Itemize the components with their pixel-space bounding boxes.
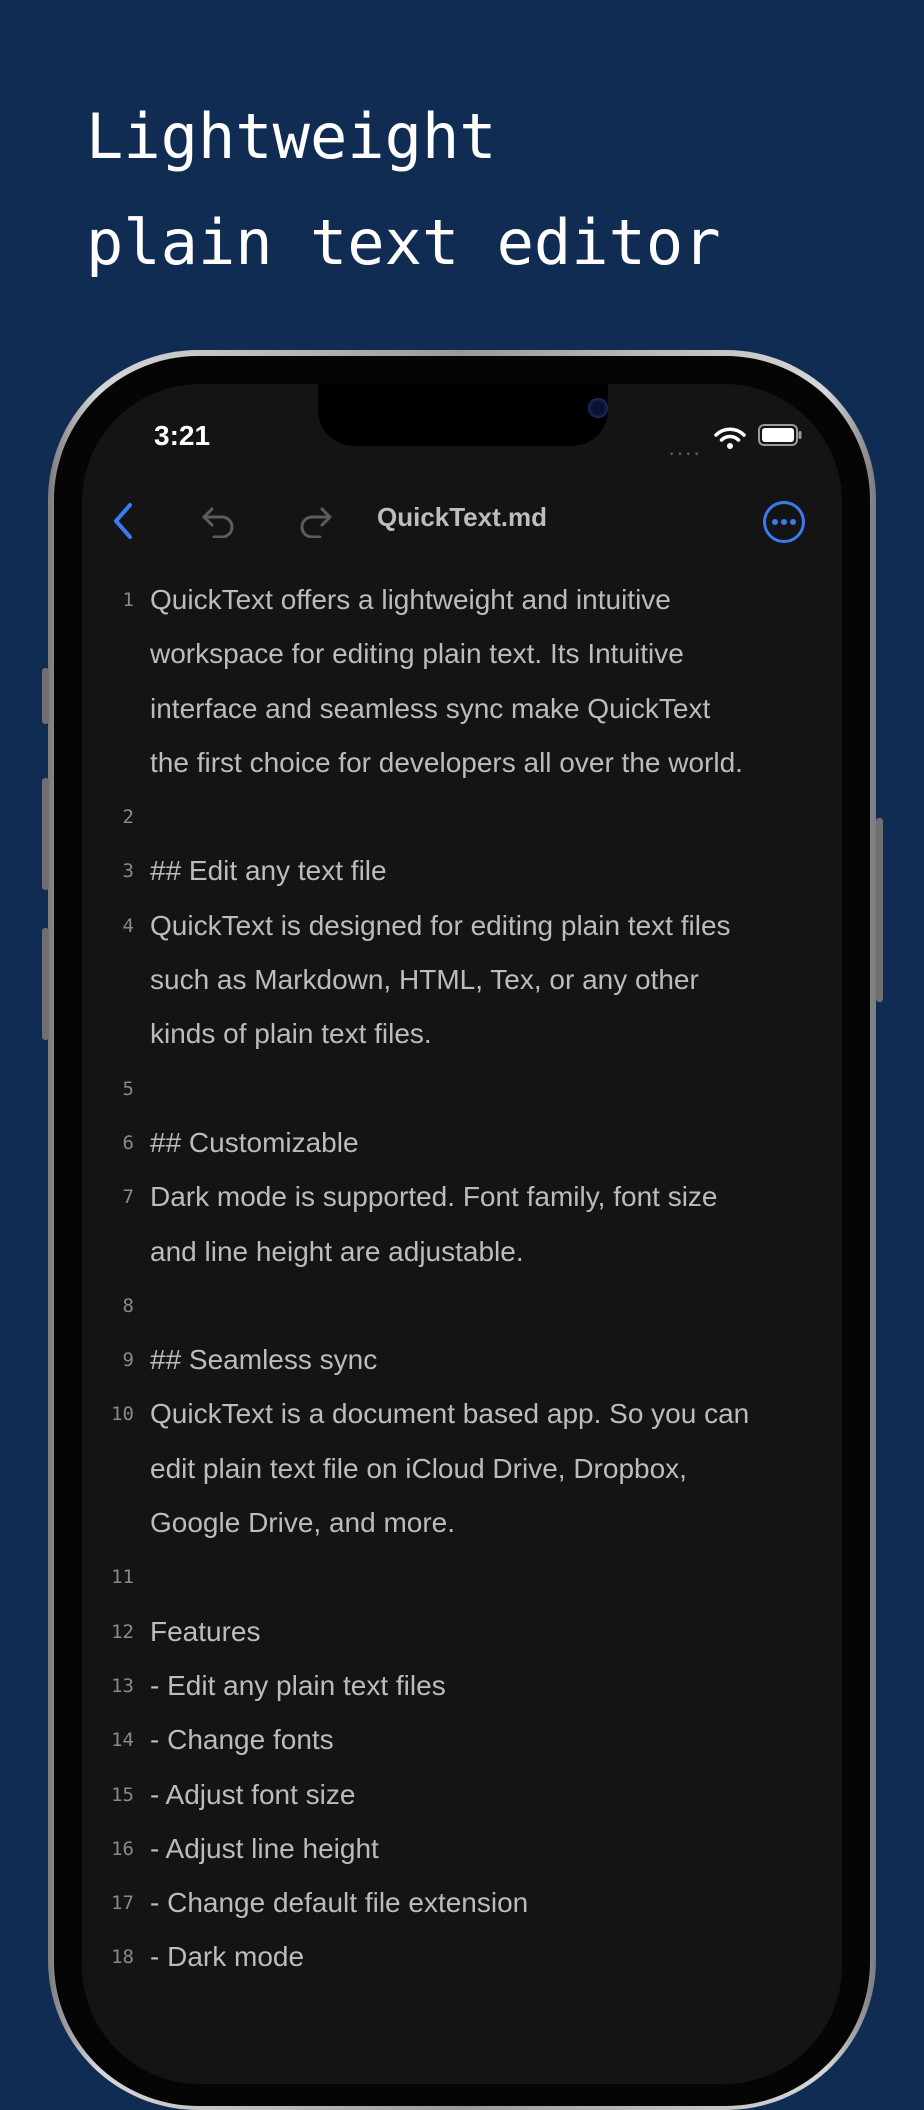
line-text[interactable] — [150, 1062, 750, 1116]
line-number: 3 — [122, 860, 134, 883]
line-text[interactable]: QuickText is a document based app. So you can edit plain text file on iCloud Drive, Dropbox, Google Drive, and more. — [150, 1398, 758, 1539]
editor-line[interactable] — [82, 1387, 842, 1550]
editor-line[interactable] — [82, 790, 842, 844]
headline-line-2: plain text editor — [86, 206, 721, 279]
line-number: 16 — [111, 1837, 134, 1860]
editor-line[interactable] — [82, 1062, 842, 1116]
front-camera-icon — [588, 398, 608, 418]
line-text[interactable]: QuickText offers a lightweight and intuitive workspace for editing plain text. Its Intuitive interface and seamless sync make QuickText the first choice for developers all over the world. — [150, 584, 743, 778]
line-text[interactable] — [150, 1550, 750, 1604]
headline — [86, 84, 721, 296]
headline-line-1: Lightweight — [86, 100, 497, 173]
editor-line[interactable] — [82, 1822, 842, 1876]
line-number: 7 — [122, 1186, 134, 1209]
line-number: 18 — [111, 1946, 134, 1969]
editor-line[interactable] — [82, 1333, 842, 1387]
editor-line[interactable] — [82, 1930, 842, 1984]
cellular-signal-icon: ···· — [668, 440, 702, 465]
line-number: 17 — [111, 1892, 134, 1915]
notch — [318, 384, 608, 446]
editor-line[interactable] — [82, 1659, 842, 1713]
line-text[interactable]: Features — [150, 1615, 261, 1647]
editor-line[interactable] — [82, 844, 842, 898]
wifi-icon — [714, 426, 746, 450]
phone-volume-down-button — [42, 928, 49, 1040]
ellipsis-circle-icon[interactable] — [762, 500, 806, 544]
line-number: 12 — [111, 1620, 134, 1643]
line-text[interactable]: ## Seamless sync — [150, 1344, 378, 1376]
editor-line[interactable] — [82, 1279, 842, 1333]
line-text[interactable]: - Dark mode — [150, 1941, 305, 1973]
line-number: 4 — [122, 914, 134, 937]
line-text[interactable]: - Change default file extension — [150, 1887, 529, 1919]
line-number: 5 — [122, 1077, 134, 1100]
editor-line[interactable] — [82, 1170, 842, 1279]
editor-line[interactable] — [82, 1605, 842, 1659]
line-number: 1 — [122, 589, 134, 611]
battery-icon — [758, 424, 802, 446]
chevron-left-icon[interactable] — [108, 500, 138, 542]
line-text[interactable]: - Edit any plain text files — [150, 1669, 446, 1701]
phone-volume-up-button — [42, 778, 49, 890]
editor-line[interactable] — [82, 899, 842, 1062]
editor-line[interactable] — [82, 1713, 842, 1767]
line-text[interactable]: QuickText is designed for editing plain text files such as Markdown, HTML, Tex, or any other kinds of plain text files. — [150, 909, 739, 1050]
status-time: 3:21 — [154, 420, 211, 451]
editor-line[interactable] — [82, 1768, 842, 1822]
line-number: 10 — [111, 1403, 134, 1426]
line-text[interactable]: ## Customizable — [150, 1126, 359, 1158]
document-title: QuickText.md — [376, 502, 547, 532]
line-number: 11 — [111, 1566, 134, 1589]
phone-power-button — [876, 818, 883, 1002]
line-number: 13 — [111, 1674, 134, 1697]
line-text[interactable]: - Adjust line height — [150, 1832, 379, 1864]
line-number: 14 — [111, 1729, 134, 1752]
line-text[interactable]: Dark mode is supported. Font family, font size and line height are adjustable. — [150, 1181, 726, 1267]
text-editor[interactable] — [82, 573, 842, 1985]
line-number: 2 — [122, 806, 134, 829]
line-text[interactable]: ## Edit any text file — [150, 855, 387, 887]
line-number: 15 — [111, 1783, 134, 1806]
line-number: 6 — [122, 1131, 134, 1154]
line-text[interactable]: - Change fonts — [150, 1724, 334, 1756]
line-text[interactable] — [150, 790, 750, 844]
editor-line[interactable] — [82, 1550, 842, 1604]
phone-screen — [82, 384, 842, 2084]
editor-line[interactable] — [82, 1116, 842, 1170]
line-number: 9 — [122, 1349, 134, 1372]
phone-mute-switch — [42, 668, 49, 724]
undo-icon[interactable] — [200, 504, 236, 538]
editor-line[interactable] — [82, 1876, 842, 1930]
line-text[interactable] — [150, 1279, 750, 1333]
line-text[interactable]: - Adjust font size — [150, 1778, 356, 1810]
editor-line[interactable] — [82, 573, 842, 790]
line-number: 8 — [122, 1294, 134, 1317]
